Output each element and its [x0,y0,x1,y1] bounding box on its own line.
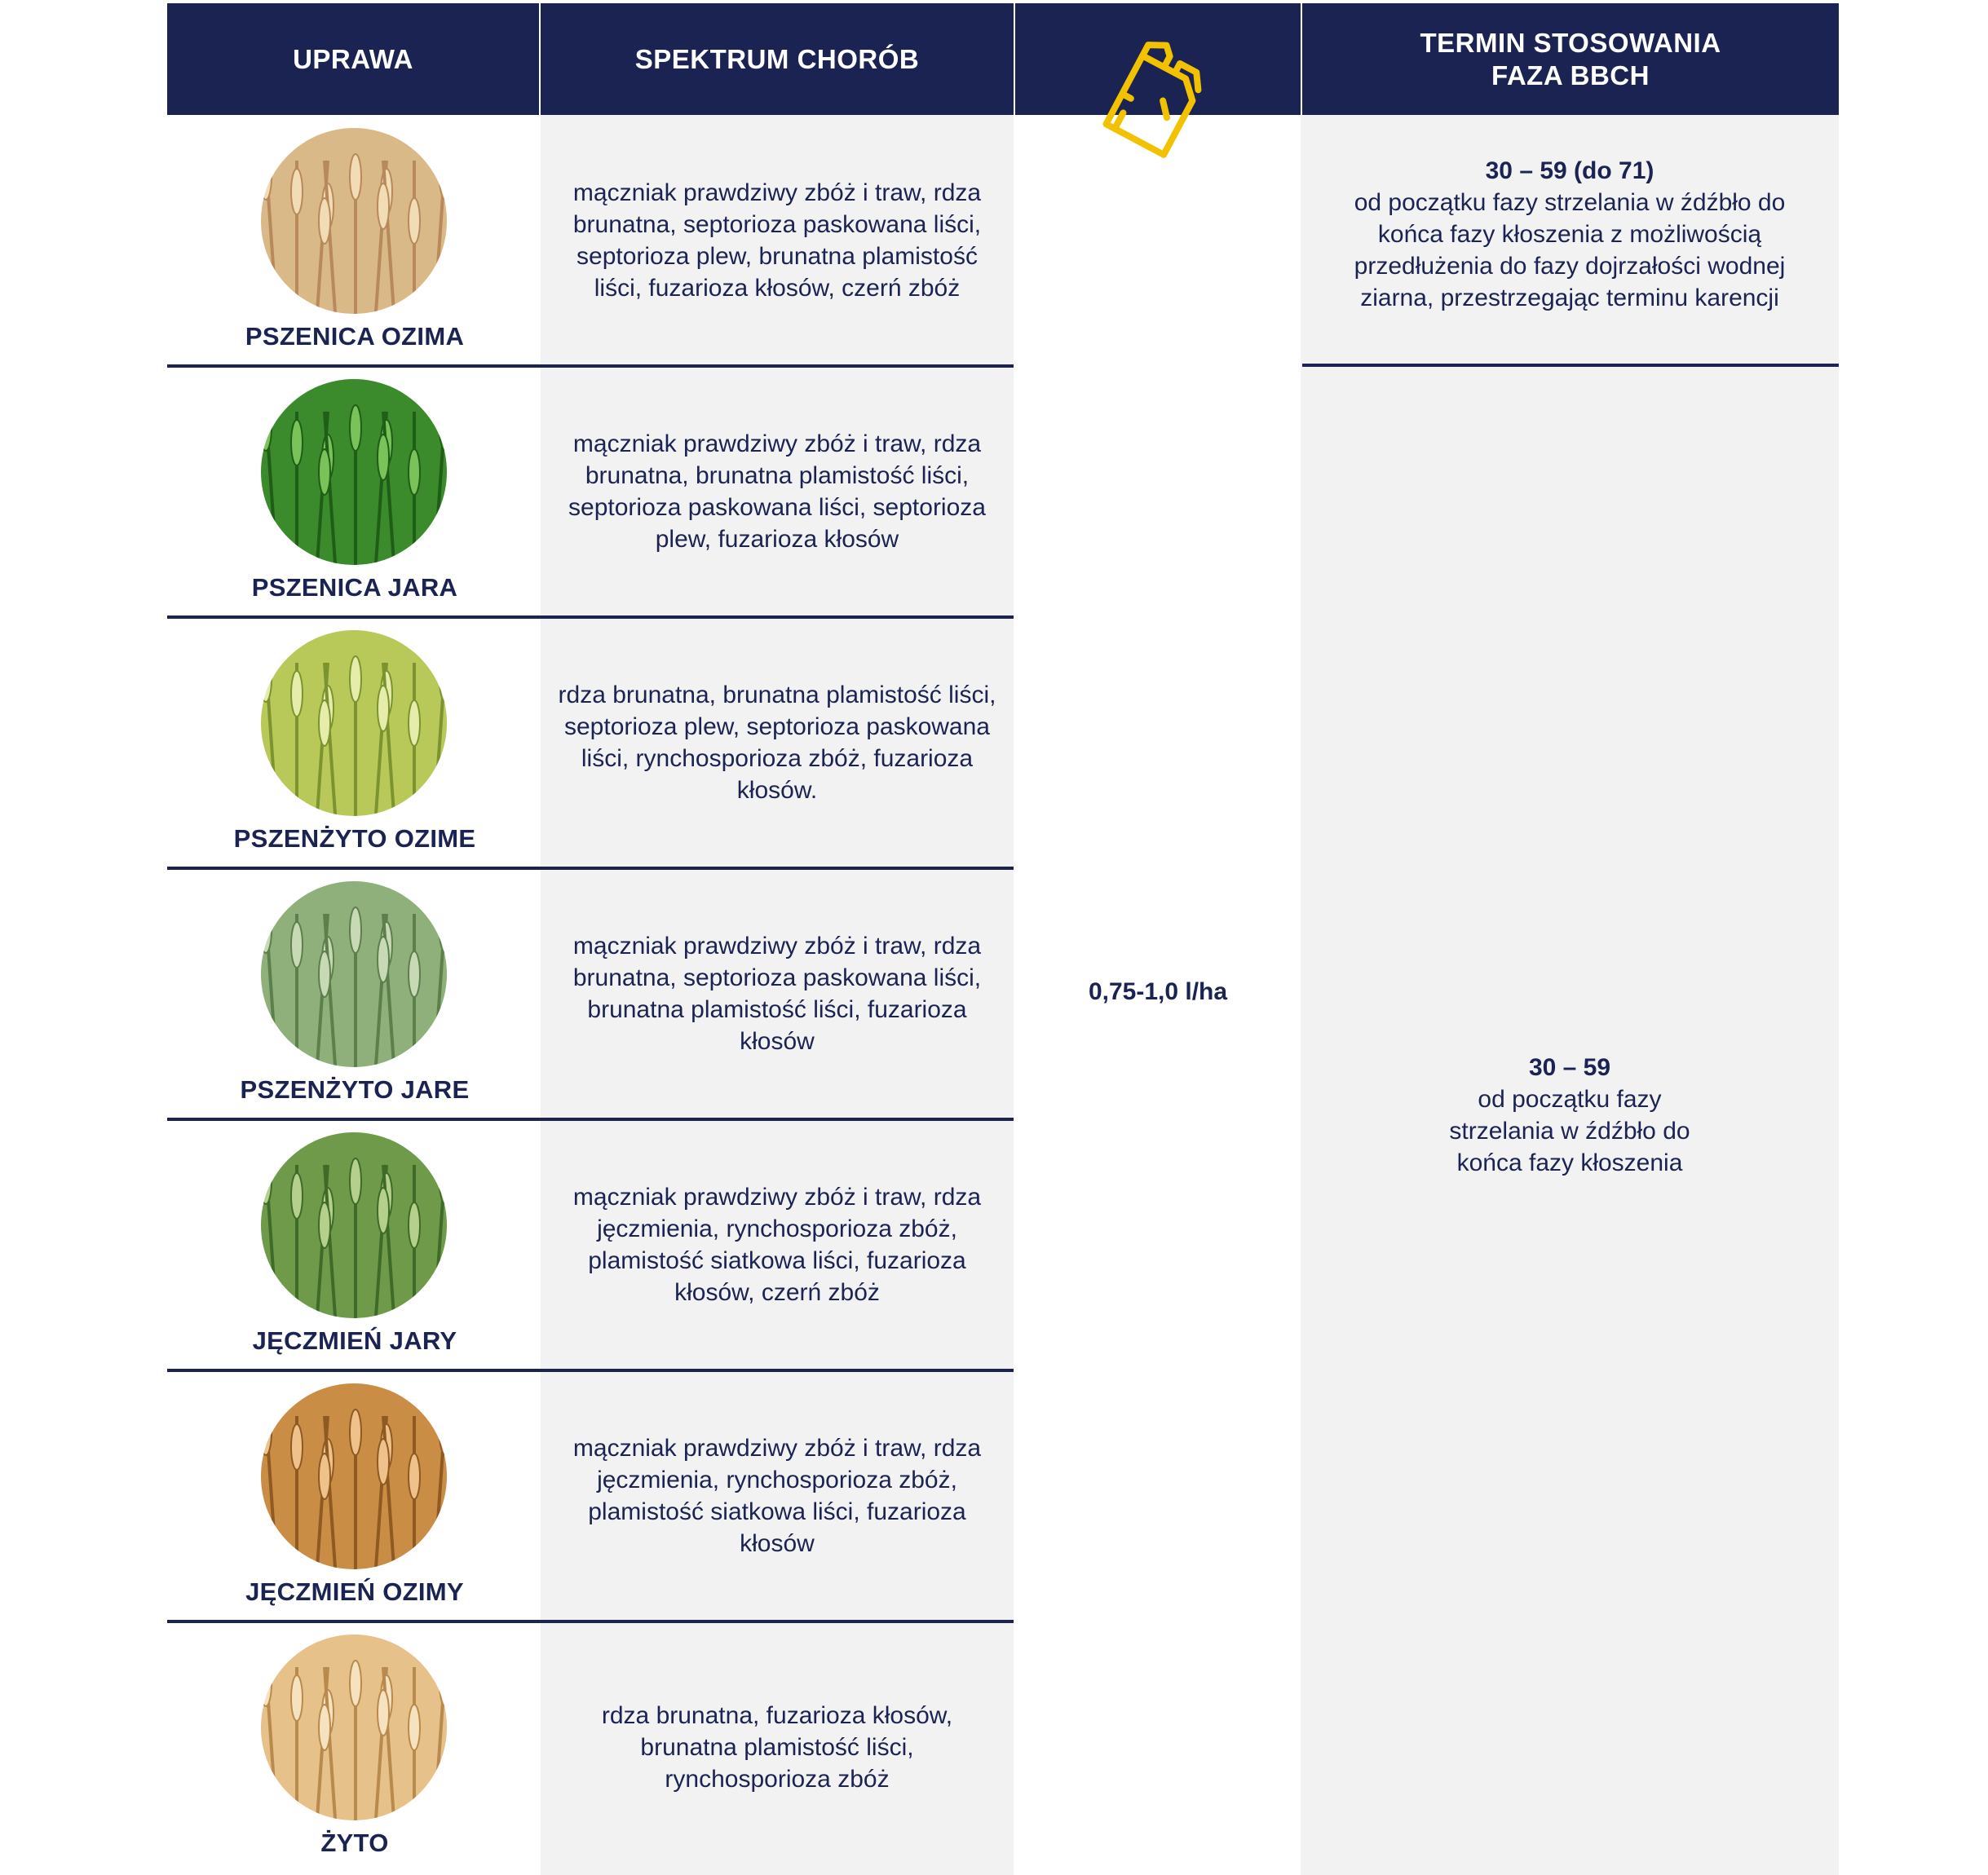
crop-image [261,379,447,565]
disease-text: mączniak prawdziwy zbóż i traw, rdza brunatna, septorioza paskowana liści, septorioza plew, brunatna plamistość liści, fuzarioza kłosów, czerń zbóż [572,179,982,302]
term-desc-1: od początku fazy strzelania w źdźbło do końca fazy kłoszenia z możliwością przedłużenia do fazy dojrzałości wodnej ziarna, przestrzegając terminu karencji [1354,189,1786,311]
header-term [1302,3,1839,115]
term-block-2 [1301,1052,1839,1179]
disease-text: mączniak prawdziwy zbóż i traw, rdza brunatna, septorioza paskowana liści, brunatna plamistość liści, fuzarioza kłosów [572,933,982,1055]
term-divider [1302,364,1839,367]
disease-cell [541,1372,1014,1620]
canister-icon [1085,23,1231,170]
disease-cell [541,619,1014,867]
header-diseases-label: SPEKTRUM CHORÓB [634,43,920,74]
crop-cell [167,368,542,615]
crop-name: ŻYTO [320,1829,389,1857]
header-crop-label: UPRAWA [293,43,413,74]
disease-text: rdza brunatna, brunatna plamistość liści, septorioza plew, septorioza paskowana liści, rynchosporioza zbóż, fuzarioza kłosów. [558,682,996,804]
crop-image [261,630,447,816]
term-range-1: 30 – 59 (do 71) [1485,157,1654,184]
term-desc-2: od początku fazy strzelania w źdźbło do końca fazy kłoszenia [1449,1086,1690,1176]
crop-cell [167,870,542,1118]
crop-image [261,1383,447,1569]
crop-image [261,128,447,314]
header-diseases [541,3,1014,115]
dose-value: 0,75-1,0 l/ha [1088,978,1228,1005]
disease-text: rdza brunatna, fuzarioza kłosów, brunatna plamistość liści, rynchosporioza zbóż [601,1701,953,1793]
crop-name: PSZENICA JARA [251,573,458,602]
crop-image [261,1132,447,1318]
term-range-2: 30 – 59 [1528,1054,1611,1081]
crop-name: PSZENŻYTO OZIME [233,824,476,853]
crop-name: JĘCZMIEŃ JARY [252,1326,457,1355]
crop-cell [167,1372,542,1620]
disease-text: mączniak prawdziwy zbóż i traw, rdza jęczmienia, rynchosporioza zbóż, plamistość siatkowa liści, fuzarioza kłosów, czerń zbóż [572,1184,982,1306]
disease-cell [541,368,1014,615]
disease-cell [541,1121,1014,1369]
crop-cell [167,117,542,364]
crop-cell [167,619,542,867]
crop-cell [167,1121,542,1369]
crop-cell [167,1623,542,1871]
disease-cell [541,870,1014,1118]
header-term-line1: TERMIN STOSOWANIA [1420,27,1721,58]
crop-name: PSZENŻYTO JARE [240,1075,470,1104]
disease-text: mączniak prawdziwy zbóż i traw, rdza jęczmienia, rynchosporioza zbóż, plamistość siatkowa liści, fuzarioza kłosów [572,1435,982,1557]
header-term-line2: FAZA BBCH [1491,60,1650,90]
term-column-bg [1301,115,1839,1875]
crop-name: JĘCZMIEŃ OZIMY [245,1577,464,1606]
term-block-1 [1301,155,1839,314]
header-crop [167,3,539,115]
crop-image [261,881,447,1067]
disease-text: mączniak prawdziwy zbóż i traw, rdza brunatna, brunatna plamistość liści, septorioza paskowana liści, septorioza plew, fuzarioza kłosów [568,430,986,553]
disease-cell [541,117,1014,364]
disease-cell [541,1623,1014,1871]
crop-image [261,1635,447,1820]
crop-name: PSZENICA OZIMA [245,322,465,351]
